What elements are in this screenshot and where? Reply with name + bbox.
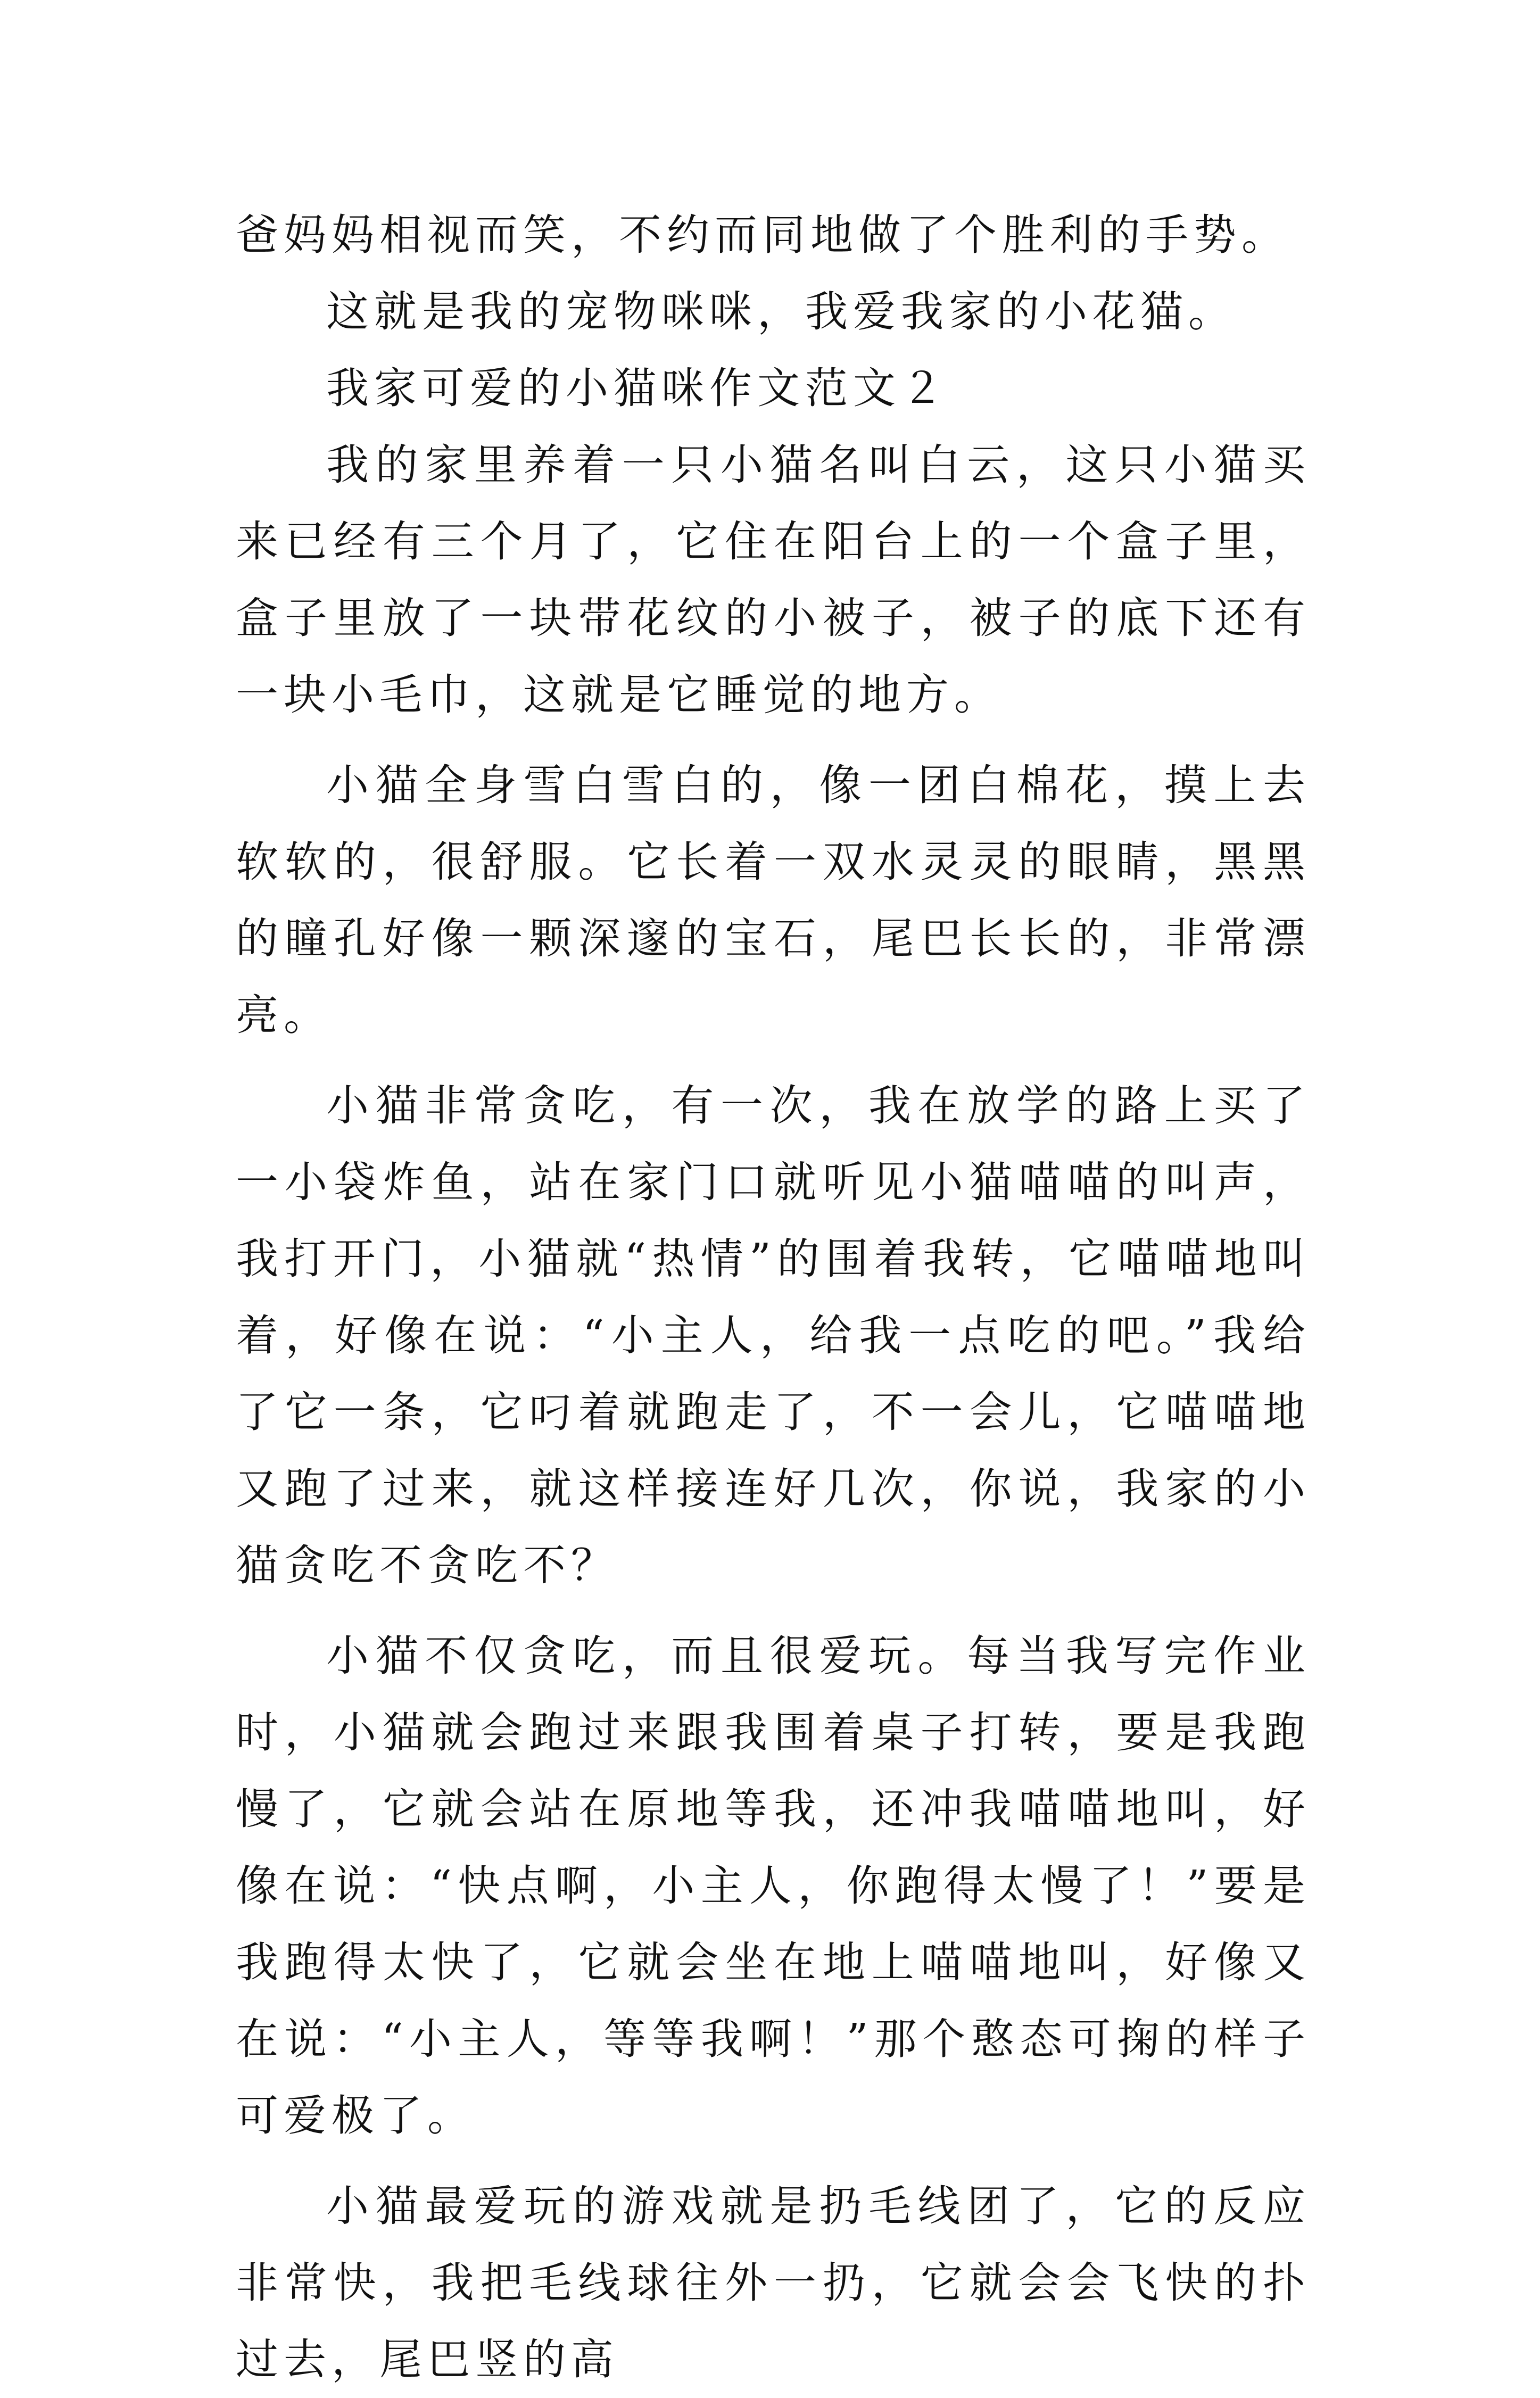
section-heading: 我家可爱的小猫咪作文范文２ <box>326 363 949 413</box>
paragraph-6: 小猫非常贪吃，有一次，我在放学的路上买了一小袋炸鱼，站在家门口就听见小猫喵喵的叫声，我打开门，小猫就“热情”的围着我转，它喵喵地叫着，好像在说：“小主人，给我一点吃的吧。”我给了它一条，它叼着就跑走了，不一会儿，它喵喵地又跑了过来，就这样接连好几次，你说，我家的小猫贪吃不贪吃不？ <box>236 1081 1311 1590</box>
paragraph-4: 我的家里养着一只小猫名叫白云，这只小猫买来已经有三个月了，它住在阳台上的一个盒子里，盒子里放了一块带花纹的小被子，被子的底下还有一块小毛巾，这就是它睡觉的地方。 <box>236 440 1311 720</box>
paragraph-8: 小猫最爱玩的游戏就是扔毛线团了，它的反应非常快，我把毛线球往外一扔，它就会会飞快的扑过去，尾巴竖的高 <box>236 2181 1311 2384</box>
document-body <box>236 197 1311 2398</box>
paragraph-7: 小猫不仅贪吃，而且很爱玩。每当我写完作业时，小猫就会跑过来跟我围着桌子打转，要是我跑慢了，它就会站在原地等我，还冲我喵喵地叫，好像在说：“快点啊，小主人，你跑得太慢了！”要是我跑得太快了，它就会坐在地上喵喵地叫，好像又在说：“小主人，等等我啊！”那个憨态可掬的样子可爱极了。 <box>236 1631 1311 2140</box>
paragraph-2: 这就是我的宠物咪咪，我爱我家的小花猫。 <box>326 287 1236 336</box>
paragraph-5: 小猫全身雪白雪白的，像一团白棉花，摸上去软软的，很舒服。它长着一双水灵灵的眼睛，黑黑的瞳孔好像一颗深邃的宝石，尾巴长长的，非常漂亮。 <box>236 760 1311 1040</box>
paragraph-1: 爸妈妈相视而笑，不约而同地做了个胜利的手势。 <box>236 210 1289 260</box>
